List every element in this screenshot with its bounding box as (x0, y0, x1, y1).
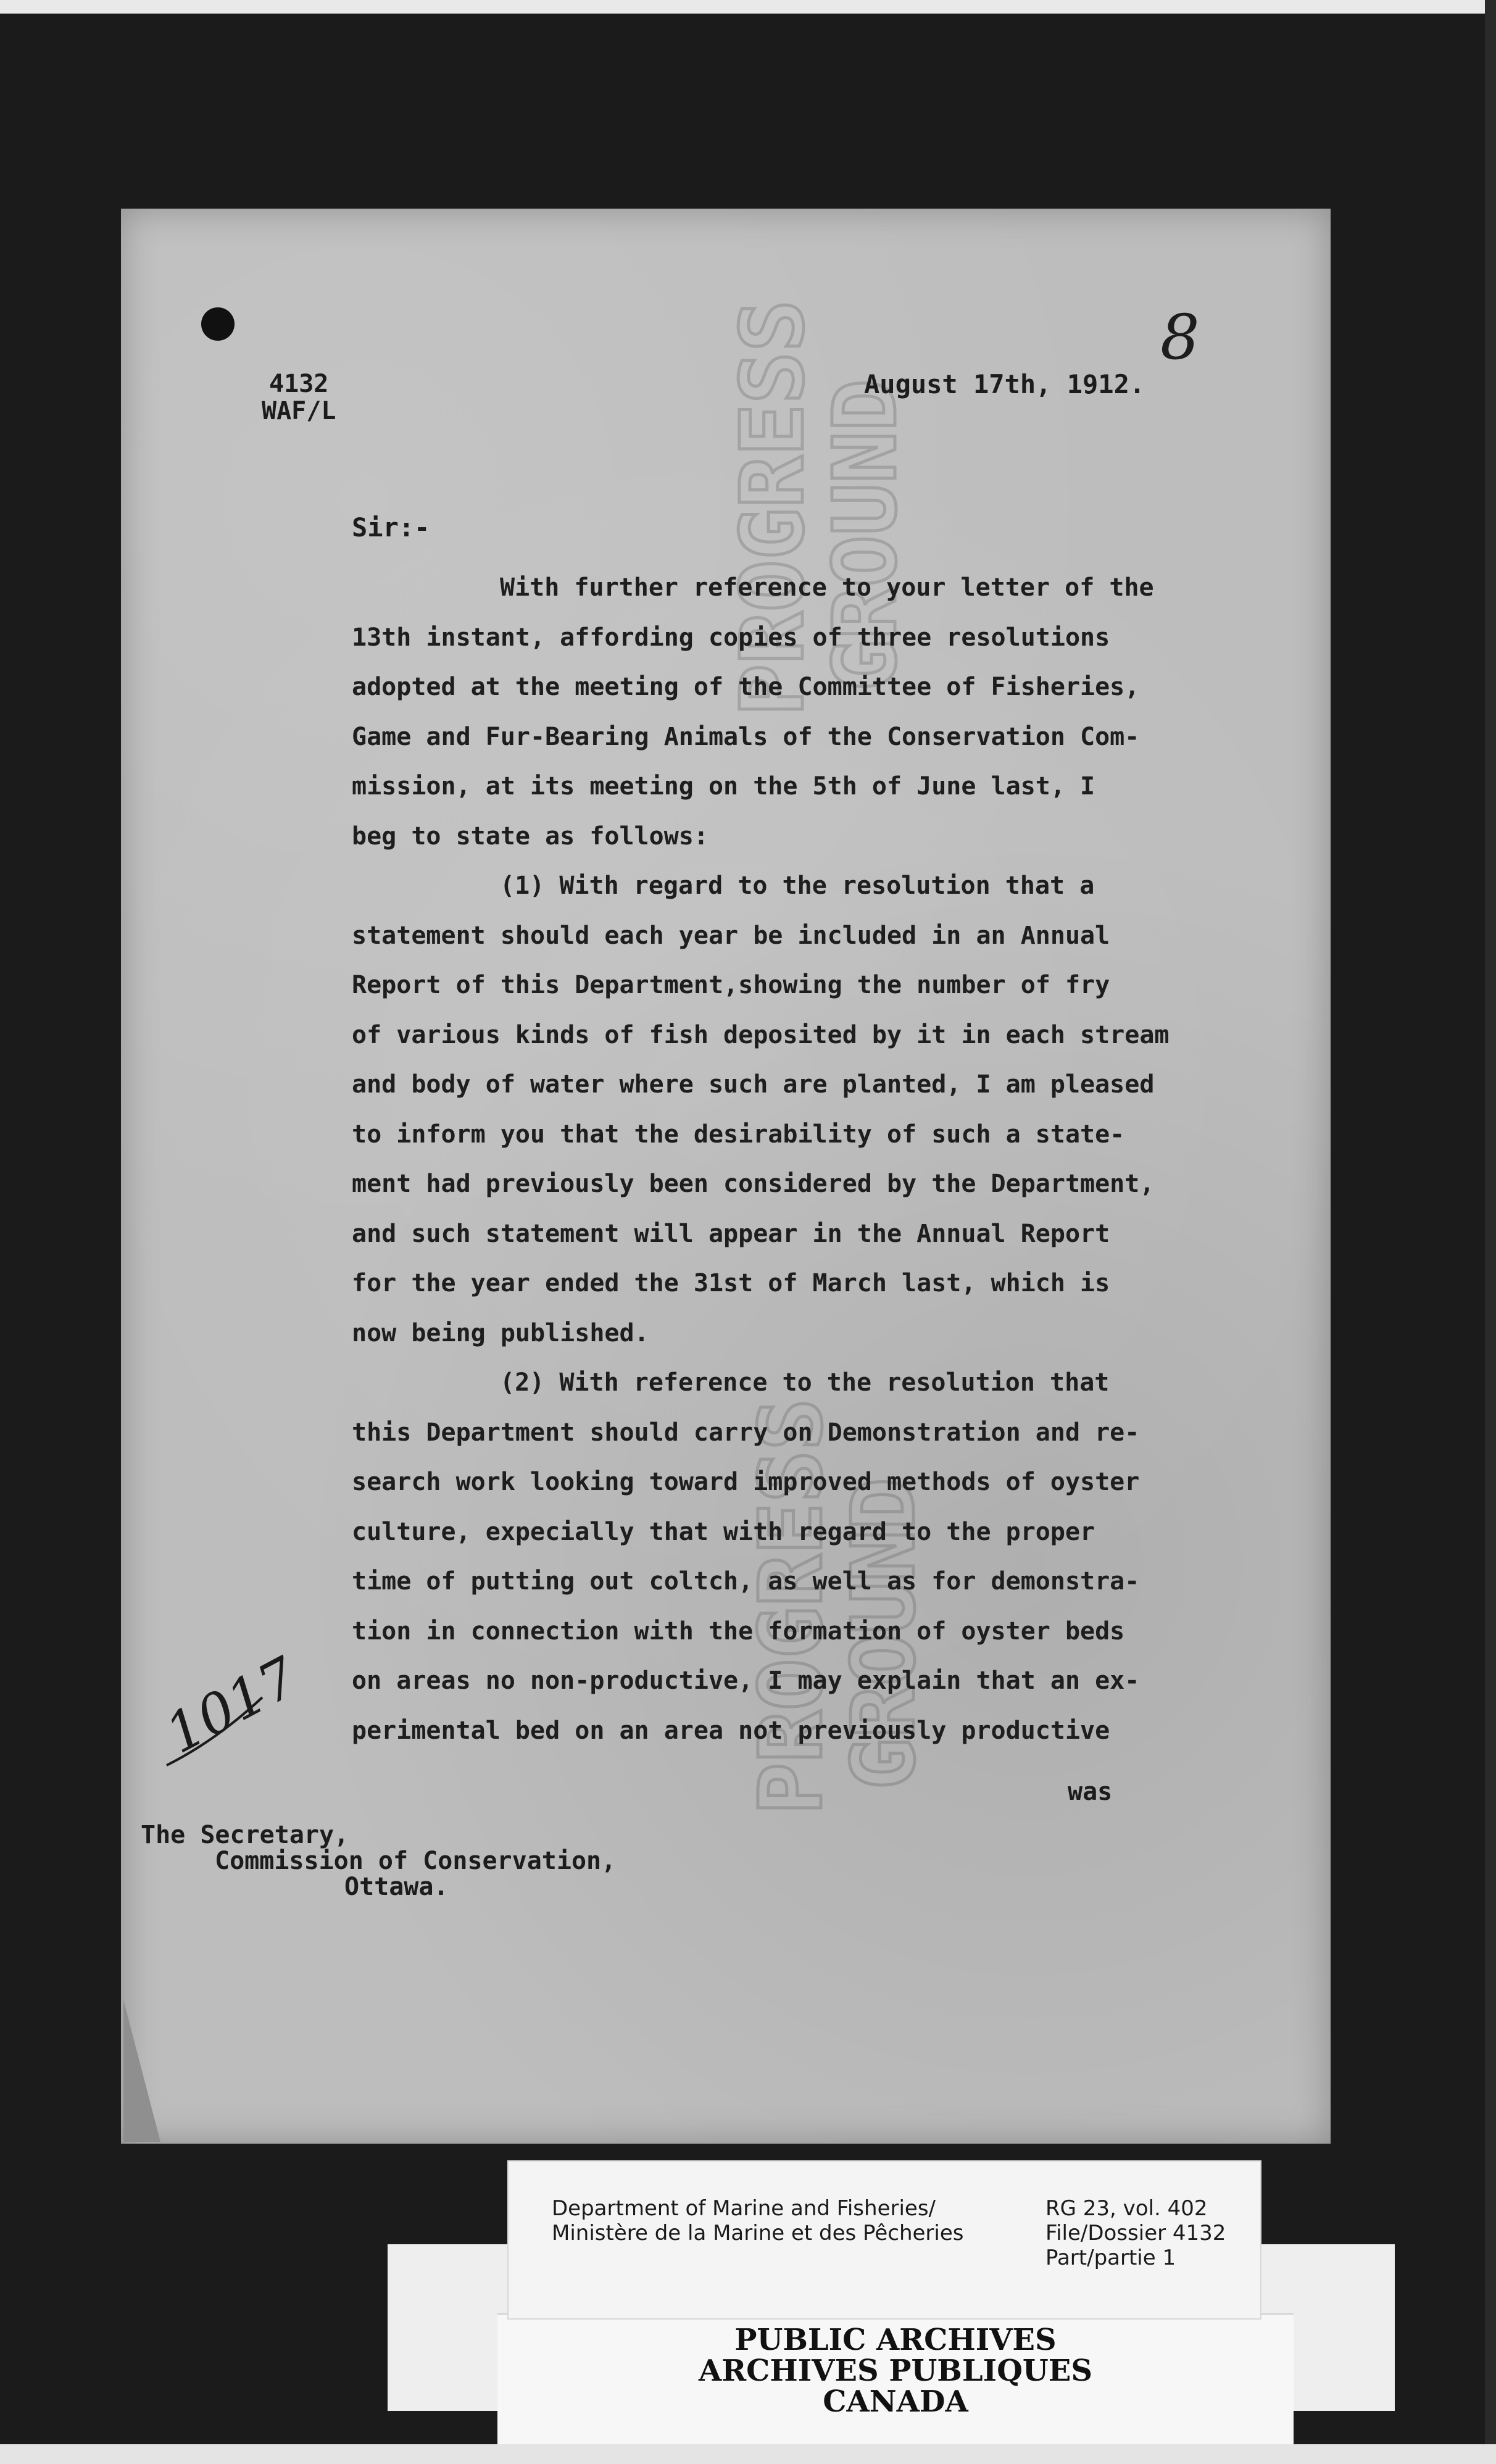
archives-line: PUBLIC ARCHIVES (734, 2323, 1057, 2357)
body-line: tion in connection with the formation of oyster beds (352, 1617, 1125, 1646)
body-line: (2) With reference to the resolution that (500, 1368, 1110, 1397)
body-line: adopted at the meeting of the Committee of Fisheries, (352, 673, 1140, 701)
body-line: now being published. (352, 1318, 649, 1347)
body-line: With further reference to your letter of the (500, 573, 1154, 602)
body-line: for the year ended the 31st of March last, which is (352, 1269, 1110, 1297)
addressee-line: Commission of Conservation, (215, 1847, 617, 1875)
reference-line: Part/partie 1 (1045, 2245, 1176, 2270)
handwritten-annotation (156, 1644, 308, 1771)
body-line: perimental bed on an area not previously productive (352, 1716, 1110, 1745)
body-line: (1) With regard to the resolution that a (500, 872, 1095, 900)
body-line: ment had previously been considered by the Department, (352, 1170, 1155, 1198)
page-tear (123, 2000, 160, 2142)
archives-line: ARCHIVES PUBLIQUES (699, 2354, 1092, 2388)
body-line: on areas no non-productive, I may explain that an ex- (352, 1667, 1140, 1695)
letter-date: August 17th, 1912. (864, 369, 1145, 399)
department-name (552, 2196, 963, 2245)
archives-line: CANADA (823, 2384, 968, 2419)
body-line: and such statement will appear in the Annual Report (352, 1219, 1110, 1248)
body-line: Game and Fur-Bearing Animals of the Conservation Com- (352, 722, 1140, 751)
body-line: statement should each year be included in an Annual (352, 921, 1110, 950)
stamp-text-line: PROGRESS (741, 1398, 842, 1815)
body-line: to inform you that the desirability of such a state- (352, 1120, 1125, 1149)
folio-number: 8 (1160, 301, 1200, 373)
continuation-word: was (1068, 1778, 1113, 1806)
reference-line: File/Dossier 4132 (1045, 2221, 1226, 2245)
salutation: Sir:- (352, 512, 430, 543)
body-line: time of putting out coltch, as well as for demonstra- (352, 1567, 1140, 1596)
body-line: beg to state as follows: (352, 822, 709, 851)
addressee-line: Ottawa. (344, 1873, 449, 1901)
addressee-line: The Secretary, (141, 1821, 349, 1849)
file-initials: WAF/L (262, 397, 336, 425)
film-top-strip (0, 0, 1496, 14)
film-bottom-strip (0, 2444, 1496, 2464)
archive-label (507, 2160, 1261, 2320)
file-reference (262, 370, 336, 425)
body-line: 13th instant, affording copies of three resolutions (352, 623, 1110, 652)
reference-line: RG 23, vol. 402 (1045, 2196, 1208, 2221)
body-line: of various kinds of fish deposited by it in each stream (352, 1020, 1170, 1049)
department-line: Ministère de la Marine et des Pêcheries (552, 2221, 964, 2245)
body-line: search work looking toward improved methods of oyster (352, 1468, 1140, 1496)
film-right-edge (1485, 0, 1496, 2464)
body-line: mission, at its meeting on the 5th of June last, I (352, 772, 1095, 801)
body-line: this Department should carry on Demonstration and re- (352, 1418, 1140, 1447)
file-number: 4132 (269, 370, 329, 398)
record-reference (1045, 2196, 1226, 2270)
handwritten-number: 1017 (156, 1644, 308, 1766)
department-line: Department of Marine and Fisheries/ (552, 2196, 936, 2221)
archives-title (497, 2325, 1294, 2417)
body-line: culture, expecially that with regard to the proper (352, 1517, 1095, 1546)
stamp-text-line: PROGRESS (723, 299, 823, 716)
body-line: Report of this Department,showing the number of fry (352, 971, 1110, 999)
letter-body (352, 563, 1191, 1755)
punch-hole (201, 307, 235, 341)
stamp-text-line: GROUND (834, 1478, 934, 1790)
stamp-text-line: GROUND (815, 379, 916, 691)
body-line: and body of water where such are planted, I am pleased (352, 1070, 1155, 1099)
addressee-block (141, 1822, 616, 1900)
